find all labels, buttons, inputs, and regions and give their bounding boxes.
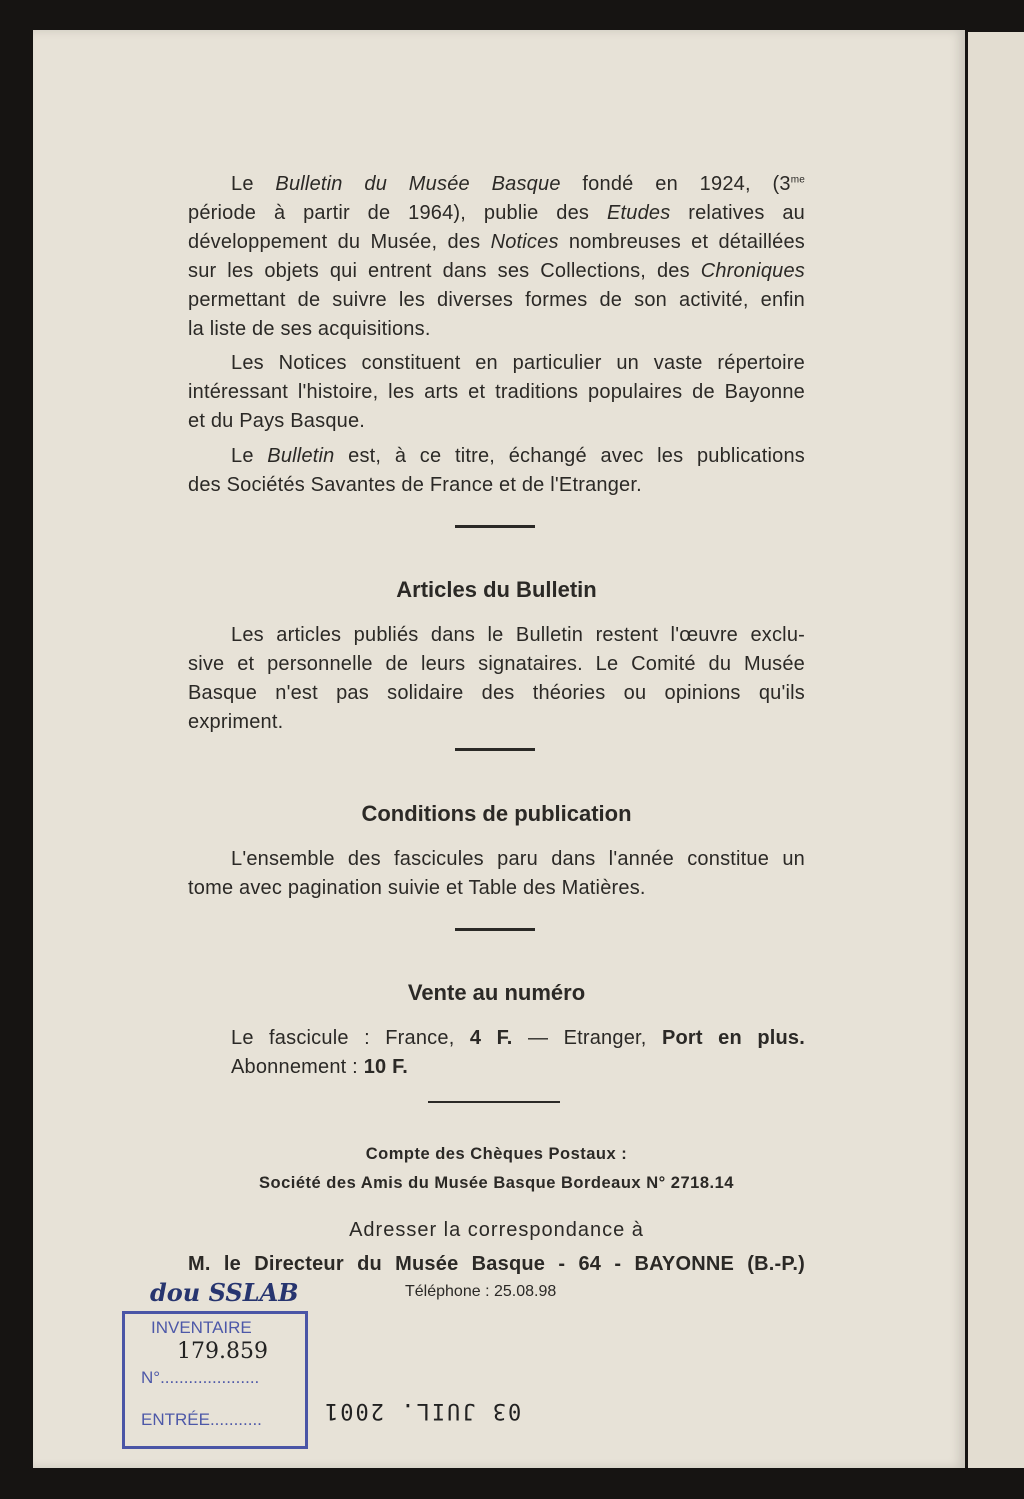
text-segment: Les articles publiés dans le Bulletin restent l'œuvre exclu-	[231, 624, 805, 646]
text-segment: Le	[231, 445, 268, 467]
stamp-number: 179.859	[177, 1339, 268, 1364]
text: Abonnement :	[231, 1056, 364, 1078]
paragraph-line	[188, 874, 805, 903]
text-segment: L'ensemble des fascicules paru dans l'année constitue un	[231, 848, 805, 870]
price: 10 F.	[363, 1056, 409, 1078]
paragraph-line	[231, 621, 805, 650]
heading-articles: Articles du Bulletin	[396, 577, 597, 602]
text-segment: et du Pays Basque.	[188, 410, 366, 432]
text-segment: Bulletin du Musée Basque	[275, 173, 561, 195]
paragraph-line	[188, 257, 805, 286]
cheques-title: Compte des Chèques Postaux :	[365, 1145, 628, 1163]
heading-conditions: Conditions de publication	[361, 801, 632, 826]
text-segment: Chroniques	[700, 260, 805, 282]
paragraph-line	[188, 679, 805, 708]
text-segment: me	[790, 174, 805, 186]
paragraph-line	[231, 845, 805, 874]
paragraph-line	[231, 170, 805, 199]
telephone: Téléphone : 25.08.98	[405, 1283, 557, 1300]
text-segment: Basque n'est pas solidaire des théories ou opinions qu'ils	[188, 682, 805, 704]
text-segment: Bulletin	[267, 445, 335, 467]
paragraph-line	[188, 471, 805, 500]
text-segment: permettant de suivre les diverses formes de son activité, enfin	[188, 289, 805, 311]
text-segment: intéressant l'histoire, les arts et traditions populaires de Bayonne	[188, 381, 805, 403]
divider	[455, 525, 535, 528]
divider	[455, 748, 535, 751]
text-segment: la liste de ses acquisitions.	[188, 318, 431, 340]
text-segment: Etudes	[606, 202, 671, 224]
text: Le fascicule : France,	[231, 1027, 470, 1049]
paragraph-line	[188, 199, 805, 228]
paragraph-line	[188, 650, 805, 679]
inventory-stamp	[122, 1311, 308, 1449]
stamp-date: 03 JUIL. 2001	[323, 1398, 522, 1423]
divider	[455, 928, 535, 931]
text-segment: relatives au	[670, 202, 805, 224]
document-page	[33, 30, 965, 1468]
text-segment: Les Notices constituent en particulier un vaste répertoire	[231, 352, 805, 374]
paragraph-line	[188, 407, 805, 436]
text-segment: Le	[231, 173, 276, 195]
text-segment: des Sociétés Savantes de France et de l'Etranger.	[188, 474, 642, 496]
heading-vente: Vente au numéro	[407, 980, 586, 1005]
paragraph-line	[188, 378, 805, 407]
paragraph-line	[188, 708, 805, 737]
text: — Etranger,	[512, 1027, 662, 1049]
cheques-account: Société des Amis du Musée Basque Bordeaux N° 2718.14	[259, 1174, 734, 1192]
text-segment: sive et personnelle de leurs signataires. Le Comité du Musée	[188, 653, 805, 675]
text-segment: nombreuses et détaillées	[558, 231, 805, 253]
stamp-entree-label: ENTRÉE...........	[141, 1410, 262, 1429]
text-segment: Notices	[490, 231, 559, 253]
paragraph-line	[188, 286, 805, 315]
handwritten-note: dou SSLAB	[150, 1278, 299, 1307]
stamp-number-label: N°.....................	[141, 1368, 260, 1387]
text-segment: fondé en 1924, (3	[560, 173, 791, 195]
stamp-title: INVENTAIRE	[151, 1318, 252, 1337]
price: 4 F.	[469, 1027, 513, 1049]
text-segment: tome avec pagination suivie et Table des Matières.	[188, 877, 646, 899]
text-segment: période à partir de 1964), publie des	[188, 202, 607, 224]
price-line-abonnement	[231, 1053, 805, 1082]
adresser-text: Adresser la correspondance à	[349, 1219, 644, 1241]
text-segment: expriment.	[188, 711, 284, 733]
text-segment: est, à ce titre, échangé avec les publications	[334, 445, 805, 467]
paragraph-line	[231, 442, 805, 471]
facing-page-edge	[968, 32, 1024, 1468]
divider	[428, 1101, 560, 1103]
paragraph-line	[231, 349, 805, 378]
text-segment: sur les objets qui entrent dans ses Collections, des	[188, 260, 701, 282]
paragraph-line	[188, 228, 805, 257]
directeur-address: M. le Directeur du Musée Basque - 64 - BAYONNE (B.-P.)	[188, 1253, 805, 1275]
paragraph-line	[188, 315, 805, 344]
text: Port en plus.	[661, 1027, 805, 1049]
text-segment: développement du Musée, des	[188, 231, 491, 253]
price-line-fascicule	[231, 1024, 805, 1053]
